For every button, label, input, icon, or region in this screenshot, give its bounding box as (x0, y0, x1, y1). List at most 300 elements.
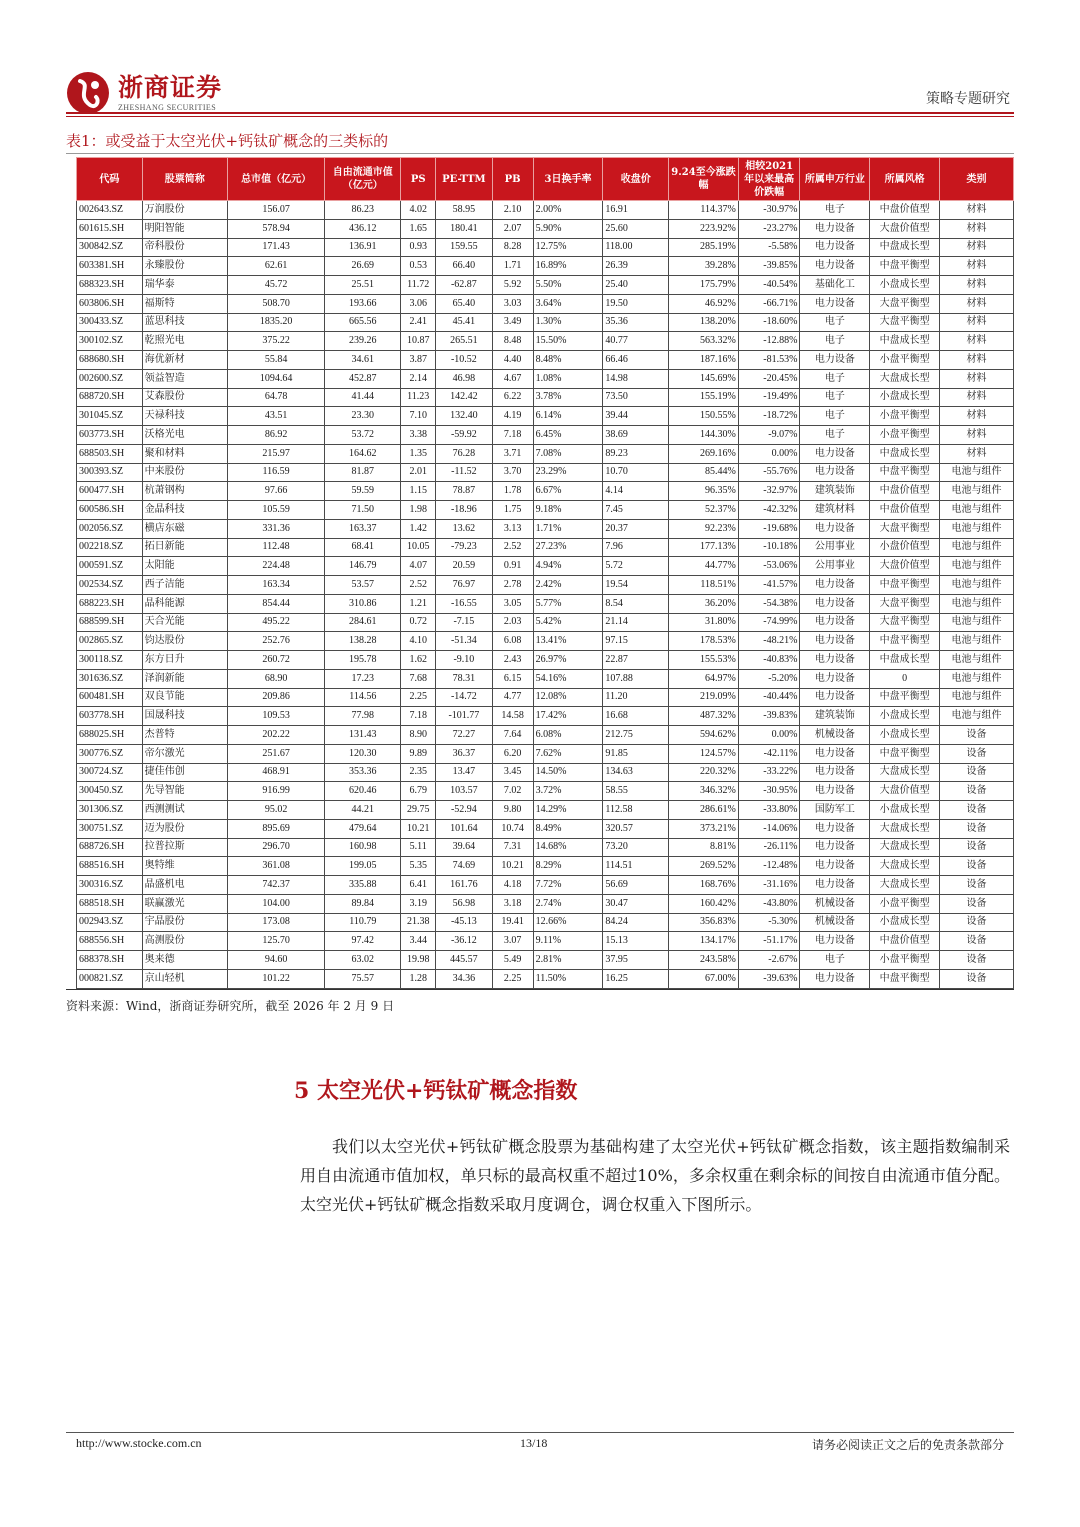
cell-code: 600477.SH (77, 482, 143, 501)
cell-close: 21.14 (603, 613, 669, 632)
cell-name: 沃格光电 (142, 426, 227, 445)
cell-pe-ttm: -11.52 (436, 463, 492, 482)
cell-total-cap: 260.72 (227, 651, 324, 670)
cell-style: 中盘价值型 (870, 201, 940, 220)
cell-total-cap: 112.48 (227, 538, 324, 557)
cell-turnover-3d: 4.94% (533, 557, 603, 576)
cell-category: 材料 (940, 219, 1014, 238)
cell-sw-industry: 电力设备 (800, 932, 870, 951)
cell-close: 37.95 (603, 951, 669, 970)
cell-pe-ttm: -45.13 (436, 913, 492, 932)
cell-float-cap: 81.87 (325, 463, 401, 482)
cell-ps: 11.72 (401, 276, 436, 295)
cell-close: 212.75 (603, 726, 669, 745)
cell-name: 西测测试 (142, 801, 227, 820)
cell-name: 艾森股份 (142, 388, 227, 407)
cell-code: 300776.SZ (77, 744, 143, 763)
cell-total-cap: 95.02 (227, 801, 324, 820)
cell-total-cap: 55.84 (227, 351, 324, 370)
cell-change-since-924: 145.69% (669, 369, 739, 388)
cell-change-since-924: 160.42% (669, 894, 739, 913)
column-header-close: 收盘价 (603, 158, 669, 201)
cell-pb: 19.41 (492, 913, 533, 932)
cell-drawdown-from-2021-high: -18.72% (738, 407, 800, 426)
cell-float-cap: 89.84 (325, 894, 401, 913)
cell-style: 中盘成长型 (870, 651, 940, 670)
cell-style: 大盘价值型 (870, 219, 940, 238)
cell-sw-industry: 电力设备 (800, 351, 870, 370)
cell-turnover-3d: 54.16% (533, 669, 603, 688)
cell-change-since-924: 85.44% (669, 463, 739, 482)
logo-chinese-name: 浙商证券 (118, 73, 223, 102)
cell-change-since-924: 8.81% (669, 838, 739, 857)
cell-sw-industry: 机械设备 (800, 726, 870, 745)
cell-code: 300316.SZ (77, 876, 143, 895)
cell-change-since-924: 286.61% (669, 801, 739, 820)
cell-style: 小盘成长型 (870, 388, 940, 407)
cell-turnover-3d: 2.81% (533, 951, 603, 970)
cell-float-cap: 53.57 (325, 576, 401, 595)
cell-sw-industry: 电力设备 (800, 838, 870, 857)
section-paragraph: 我们以太空光伏+钙钛矿概念股票为基础构建了太空光伏+钙钛矿概念指数，该主题指数编制采用自由流通市值加权，单只标的最高权重不超过10%，多余权重在剩余标的间按自由流通市值分配。太空光伏+钙钛矿概念指数采取月度调仓，调仓权重入下图所示。 (300, 1137, 1010, 1214)
cell-name: 天合光能 (142, 613, 227, 632)
cell-float-cap: 110.79 (325, 913, 401, 932)
cell-change-since-924: 223.92% (669, 219, 739, 238)
cell-close: 58.55 (603, 782, 669, 801)
table-row (77, 201, 1014, 220)
cell-pb: 3.03 (492, 294, 533, 313)
cell-float-cap: 620.46 (325, 782, 401, 801)
cell-total-cap: 202.22 (227, 726, 324, 745)
cell-code: 002600.SZ (77, 369, 143, 388)
cell-total-cap: 375.22 (227, 332, 324, 351)
cell-sw-industry: 电子 (800, 201, 870, 220)
cell-sw-industry: 电子 (800, 313, 870, 332)
table-row (77, 313, 1014, 332)
cell-pe-ttm: 180.41 (436, 219, 492, 238)
cell-drawdown-from-2021-high: -12.88% (738, 332, 800, 351)
cell-sw-industry: 电力设备 (800, 688, 870, 707)
cell-total-cap: 156.07 (227, 201, 324, 220)
cell-sw-industry: 建筑装饰 (800, 707, 870, 726)
cell-name: 万润股份 (142, 201, 227, 220)
cell-total-cap: 105.59 (227, 501, 324, 520)
cell-style: 大盘平衡型 (870, 294, 940, 313)
cell-drawdown-from-2021-high: -42.11% (738, 744, 800, 763)
table-row (77, 782, 1014, 801)
cell-pe-ttm: -51.34 (436, 632, 492, 651)
cell-pe-ttm: -36.12 (436, 932, 492, 951)
cell-turnover-3d: 9.18% (533, 501, 603, 520)
footer-disclaimer: 请务必阅读正文之后的免责条款部分 (811, 1438, 1004, 1452)
table-header-row (77, 158, 1014, 201)
table-row (77, 913, 1014, 932)
cell-pe-ttm: -79.23 (436, 538, 492, 557)
cell-style: 大盘价值型 (870, 557, 940, 576)
cell-pe-ttm: 20.59 (436, 557, 492, 576)
cell-total-cap: 468.91 (227, 763, 324, 782)
cell-sw-industry: 电力设备 (800, 763, 870, 782)
table-row (77, 688, 1014, 707)
cell-name: 东方日升 (142, 651, 227, 670)
cell-drawdown-from-2021-high: -2.67% (738, 951, 800, 970)
cell-pb: 3.49 (492, 313, 533, 332)
footer-url: http://www.stocke.com.cn (76, 1436, 202, 1450)
cell-total-cap: 251.67 (227, 744, 324, 763)
cell-sw-industry: 电力设备 (800, 651, 870, 670)
cell-pe-ttm: 58.95 (436, 201, 492, 220)
table-row (77, 744, 1014, 763)
table-row (77, 838, 1014, 857)
cell-change-since-924: 92.23% (669, 519, 739, 538)
cell-close: 91.85 (603, 744, 669, 763)
table-row (77, 369, 1014, 388)
cell-sw-industry: 基础化工 (800, 276, 870, 295)
cell-float-cap: 479.64 (325, 819, 401, 838)
cell-pe-ttm: -59.92 (436, 426, 492, 445)
cell-pe-ttm: -7.15 (436, 613, 492, 632)
cell-pb: 3.18 (492, 894, 533, 913)
cell-category: 材料 (940, 257, 1014, 276)
cell-drawdown-from-2021-high: -42.32% (738, 501, 800, 520)
cell-float-cap: 452.87 (325, 369, 401, 388)
cell-change-since-924: 373.21% (669, 819, 739, 838)
cell-style: 大盘成长型 (870, 369, 940, 388)
cell-pe-ttm: 159.55 (436, 238, 492, 257)
column-header-ps: PS (401, 158, 436, 201)
cell-change-since-924: 219.09% (669, 688, 739, 707)
cell-category: 材料 (940, 388, 1014, 407)
cell-style: 中盘平衡型 (870, 969, 940, 988)
cell-name: 聚和材料 (142, 444, 227, 463)
cell-style: 中盘价值型 (870, 482, 940, 501)
cell-name: 金晶科技 (142, 501, 227, 520)
cell-category: 设备 (940, 763, 1014, 782)
column-header-category: 类别 (940, 158, 1014, 201)
cell-turnover-3d: 2.00% (533, 201, 603, 220)
column-header-drawdown-from-2021-high: 相较2021年以来最高价跌幅 (738, 158, 800, 201)
cell-turnover-3d: 8.29% (533, 857, 603, 876)
cell-code: 301045.SZ (77, 407, 143, 426)
cell-close: 114.51 (603, 857, 669, 876)
cell-code: 300450.SZ (77, 782, 143, 801)
cell-code: 688516.SH (77, 857, 143, 876)
cell-pb: 8.48 (492, 332, 533, 351)
cell-name: 拓日新能 (142, 538, 227, 557)
cell-close: 11.20 (603, 688, 669, 707)
cell-sw-industry: 电力设备 (800, 219, 870, 238)
cell-ps: 3.87 (401, 351, 436, 370)
table-row (77, 801, 1014, 820)
cell-category: 材料 (940, 238, 1014, 257)
column-header-code: 代码 (77, 158, 143, 201)
cell-pb: 2.52 (492, 538, 533, 557)
column-header-name: 股票简称 (142, 158, 227, 201)
cell-close: 14.98 (603, 369, 669, 388)
cell-drawdown-from-2021-high: -39.83% (738, 707, 800, 726)
cell-close: 20.37 (603, 519, 669, 538)
table-row (77, 219, 1014, 238)
cell-drawdown-from-2021-high: -31.16% (738, 876, 800, 895)
table-row (77, 444, 1014, 463)
table-row (77, 613, 1014, 632)
cell-total-cap: 1835.20 (227, 313, 324, 332)
cell-turnover-3d: 7.08% (533, 444, 603, 463)
cell-pb: 3.07 (492, 932, 533, 951)
cell-code: 002056.SZ (77, 519, 143, 538)
cell-pe-ttm: 39.64 (436, 838, 492, 857)
cell-code: 688680.SH (77, 351, 143, 370)
cell-category: 材料 (940, 276, 1014, 295)
cell-pb: 4.18 (492, 876, 533, 895)
cell-pb: 2.25 (492, 969, 533, 988)
cell-change-since-924: 124.57% (669, 744, 739, 763)
cell-drawdown-from-2021-high: -74.99% (738, 613, 800, 632)
cell-total-cap: 1094.64 (227, 369, 324, 388)
cell-float-cap: 17.23 (325, 669, 401, 688)
cell-float-cap: 193.66 (325, 294, 401, 313)
cell-sw-industry: 国防军工 (800, 801, 870, 820)
cell-total-cap: 742.37 (227, 876, 324, 895)
cell-pb: 0.91 (492, 557, 533, 576)
cell-code: 688223.SH (77, 594, 143, 613)
cell-close: 30.47 (603, 894, 669, 913)
cell-code: 603381.SH (77, 257, 143, 276)
cell-float-cap: 75.57 (325, 969, 401, 988)
cell-style: 小盘成长型 (870, 276, 940, 295)
cell-float-cap: 436.12 (325, 219, 401, 238)
cell-category: 设备 (940, 969, 1014, 988)
cell-total-cap: 361.08 (227, 857, 324, 876)
cell-ps: 7.18 (401, 707, 436, 726)
cell-pe-ttm: -18.96 (436, 501, 492, 520)
cell-code: 002218.SZ (77, 538, 143, 557)
cell-pe-ttm: 265.51 (436, 332, 492, 351)
section-heading: 5 太空光伏+钙钛矿概念指数 (294, 1078, 578, 1104)
cell-total-cap: 116.59 (227, 463, 324, 482)
cell-code: 300102.SZ (77, 332, 143, 351)
cell-category: 设备 (940, 726, 1014, 745)
cell-total-cap: 86.92 (227, 426, 324, 445)
cell-name: 杰普特 (142, 726, 227, 745)
table-row (77, 388, 1014, 407)
cell-code: 688556.SH (77, 932, 143, 951)
cell-change-since-924: 177.13% (669, 538, 739, 557)
cell-close: 16.25 (603, 969, 669, 988)
table-row (77, 557, 1014, 576)
cell-style: 大盘平衡型 (870, 519, 940, 538)
cell-change-since-924: 46.92% (669, 294, 739, 313)
cell-change-since-924: 138.20% (669, 313, 739, 332)
cell-name: 西子洁能 (142, 576, 227, 595)
cell-change-since-924: 155.53% (669, 651, 739, 670)
cell-name: 奥来德 (142, 951, 227, 970)
cell-turnover-3d: 3.64% (533, 294, 603, 313)
cell-turnover-3d: 14.29% (533, 801, 603, 820)
cell-sw-industry: 电子 (800, 951, 870, 970)
cell-name: 国晟科技 (142, 707, 227, 726)
cell-style: 大盘成长型 (870, 857, 940, 876)
cell-name: 天禄科技 (142, 407, 227, 426)
cell-sw-industry: 电力设备 (800, 876, 870, 895)
cell-float-cap: 138.28 (325, 632, 401, 651)
cell-sw-industry: 机械设备 (800, 894, 870, 913)
cell-float-cap: 97.42 (325, 932, 401, 951)
cell-style: 大盘平衡型 (870, 613, 940, 632)
cell-name: 联赢激光 (142, 894, 227, 913)
cell-turnover-3d: 1.30% (533, 313, 603, 332)
cell-turnover-3d: 26.97% (533, 651, 603, 670)
cell-close: 7.45 (603, 501, 669, 520)
cell-ps: 1.15 (401, 482, 436, 501)
cell-code: 002943.SZ (77, 913, 143, 932)
cell-total-cap: 125.70 (227, 932, 324, 951)
cell-close: 25.40 (603, 276, 669, 295)
cell-category: 电池与组件 (940, 482, 1014, 501)
cell-pe-ttm: 34.36 (436, 969, 492, 988)
cell-total-cap: 109.53 (227, 707, 324, 726)
cell-category: 设备 (940, 782, 1014, 801)
cell-pb: 14.58 (492, 707, 533, 726)
cell-change-since-924: 285.19% (669, 238, 739, 257)
cell-pe-ttm: 445.57 (436, 951, 492, 970)
cell-ps: 10.05 (401, 538, 436, 557)
cell-pe-ttm: -9.10 (436, 651, 492, 670)
cell-sw-industry: 电力设备 (800, 857, 870, 876)
cell-category: 电池与组件 (940, 557, 1014, 576)
cell-name: 迈为股份 (142, 819, 227, 838)
cell-change-since-924: 175.79% (669, 276, 739, 295)
cell-change-since-924: 243.58% (669, 951, 739, 970)
cell-drawdown-from-2021-high: -30.97% (738, 201, 800, 220)
cell-name: 拉普拉斯 (142, 838, 227, 857)
cell-sw-industry: 建筑装饰 (800, 482, 870, 501)
cell-code: 300751.SZ (77, 819, 143, 838)
cell-turnover-3d: 5.50% (533, 276, 603, 295)
cell-total-cap: 43.51 (227, 407, 324, 426)
cell-close: 118.00 (603, 238, 669, 257)
cell-pb: 3.13 (492, 519, 533, 538)
cell-drawdown-from-2021-high: -43.80% (738, 894, 800, 913)
table-row (77, 351, 1014, 370)
cell-style: 大盘平衡型 (870, 594, 940, 613)
cell-turnover-3d: 1.71% (533, 519, 603, 538)
cell-ps: 2.25 (401, 688, 436, 707)
cell-category: 设备 (940, 744, 1014, 763)
cell-close: 16.91 (603, 201, 669, 220)
cell-float-cap: 146.79 (325, 557, 401, 576)
cell-pe-ttm: 45.41 (436, 313, 492, 332)
cell-sw-industry: 机械设备 (800, 913, 870, 932)
cell-drawdown-from-2021-high: -40.83% (738, 651, 800, 670)
cell-ps: 1.28 (401, 969, 436, 988)
cell-pb: 4.19 (492, 407, 533, 426)
column-header-sw-industry: 所属申万行业 (800, 158, 870, 201)
cell-sw-industry: 电力设备 (800, 238, 870, 257)
cell-drawdown-from-2021-high: -26.11% (738, 838, 800, 857)
cell-total-cap: 854.44 (227, 594, 324, 613)
table-row (77, 276, 1014, 295)
cell-pb: 10.74 (492, 819, 533, 838)
cell-turnover-3d: 8.49% (533, 819, 603, 838)
cell-ps: 1.65 (401, 219, 436, 238)
cell-pb: 10.21 (492, 857, 533, 876)
cell-pe-ttm: 56.98 (436, 894, 492, 913)
cell-code: 000821.SZ (77, 969, 143, 988)
cell-pb: 7.31 (492, 838, 533, 857)
cell-total-cap: 104.00 (227, 894, 324, 913)
cell-drawdown-from-2021-high: -30.95% (738, 782, 800, 801)
cell-sw-industry: 电子 (800, 388, 870, 407)
table-row (77, 463, 1014, 482)
cell-category: 电池与组件 (940, 669, 1014, 688)
cell-pb: 1.75 (492, 501, 533, 520)
cell-category: 电池与组件 (940, 501, 1014, 520)
cell-sw-industry: 电力设备 (800, 819, 870, 838)
cell-drawdown-from-2021-high: -81.53% (738, 351, 800, 370)
cell-style: 中盘成长型 (870, 238, 940, 257)
cell-ps: 1.21 (401, 594, 436, 613)
cell-category: 材料 (940, 332, 1014, 351)
cell-drawdown-from-2021-high: 0.00% (738, 726, 800, 745)
cell-total-cap: 62.61 (227, 257, 324, 276)
cell-change-since-924: 52.37% (669, 501, 739, 520)
cell-ps: 11.23 (401, 388, 436, 407)
column-header-pb: PB (492, 158, 533, 201)
cell-style: 大盘成长型 (870, 838, 940, 857)
cell-name: 横店东磁 (142, 519, 227, 538)
cell-sw-industry: 电力设备 (800, 257, 870, 276)
cell-close: 107.88 (603, 669, 669, 688)
cell-turnover-3d: 23.29% (533, 463, 603, 482)
cell-ps: 4.02 (401, 201, 436, 220)
cell-code: 300118.SZ (77, 651, 143, 670)
cell-name: 瑞华泰 (142, 276, 227, 295)
cell-pe-ttm: 72.27 (436, 726, 492, 745)
table-caption: 表1：或受益于太空光伏+钙钛矿概念的三类标的 (66, 132, 389, 150)
cell-drawdown-from-2021-high: -41.57% (738, 576, 800, 595)
cell-float-cap: 23.30 (325, 407, 401, 426)
cell-float-cap: 59.59 (325, 482, 401, 501)
table-row (77, 257, 1014, 276)
table-bottom-rule (66, 989, 1014, 990)
cell-drawdown-from-2021-high: -10.18% (738, 538, 800, 557)
cell-drawdown-from-2021-high: -9.07% (738, 426, 800, 445)
cell-style: 中盘平衡型 (870, 463, 940, 482)
cell-change-since-924: 220.32% (669, 763, 739, 782)
cell-float-cap: 77.98 (325, 707, 401, 726)
cell-sw-industry: 电力设备 (800, 576, 870, 595)
cell-drawdown-from-2021-high: -40.44% (738, 688, 800, 707)
table-row (77, 819, 1014, 838)
cell-sw-industry: 电力设备 (800, 744, 870, 763)
cell-category: 电池与组件 (940, 707, 1014, 726)
cell-style: 中盘平衡型 (870, 744, 940, 763)
cell-float-cap: 195.78 (325, 651, 401, 670)
table-row (77, 651, 1014, 670)
cell-close: 15.13 (603, 932, 669, 951)
cell-sw-industry: 电子 (800, 369, 870, 388)
cell-category: 电池与组件 (940, 632, 1014, 651)
cell-change-since-924: 36.20% (669, 594, 739, 613)
cell-turnover-3d: 3.72% (533, 782, 603, 801)
cell-name: 海优新材 (142, 351, 227, 370)
cell-total-cap: 508.70 (227, 294, 324, 313)
cell-style: 中盘价值型 (870, 501, 940, 520)
cell-name: 捷佳伟创 (142, 763, 227, 782)
cell-float-cap: 335.88 (325, 876, 401, 895)
cell-ps: 0.53 (401, 257, 436, 276)
